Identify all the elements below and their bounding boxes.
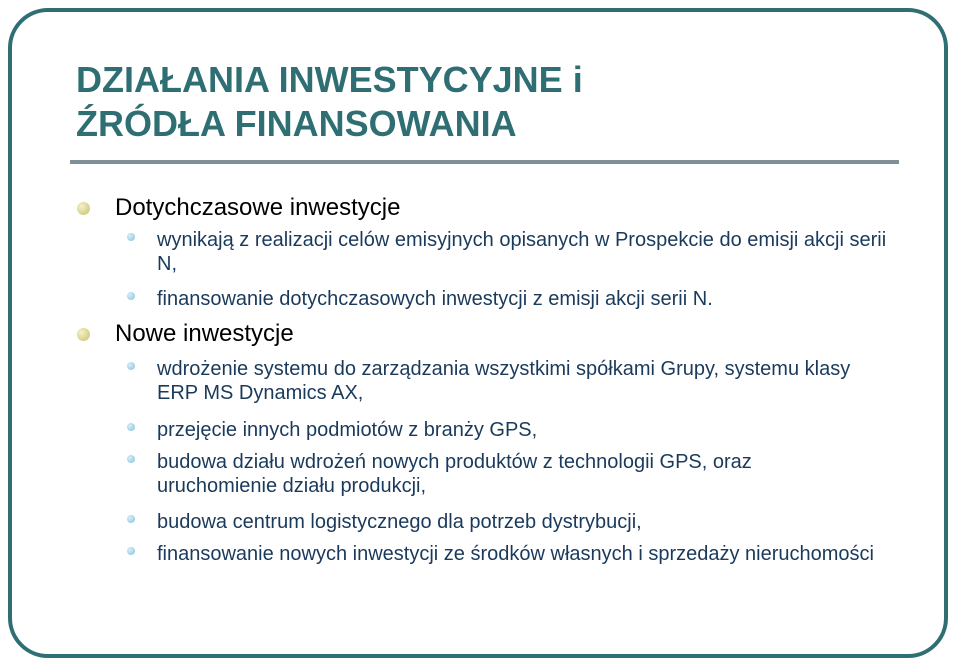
blue-dot-icon <box>127 233 135 241</box>
blue-dot-icon <box>127 515 135 523</box>
blue-dot-icon <box>127 423 135 431</box>
list-item <box>157 450 897 498</box>
slide-title-line-2: ŹRÓDŁA FINANSOWANIA <box>76 103 517 144</box>
blue-dot-icon <box>127 547 135 555</box>
list-item <box>157 357 897 405</box>
blue-dot-icon <box>127 455 135 463</box>
list-item <box>157 287 897 311</box>
blue-dot-icon <box>127 362 135 370</box>
list-item <box>157 228 897 276</box>
list-item-text: finansowanie nowych inwestycji ze środków własnych i sprzedaży nieruchomości <box>157 543 874 565</box>
list-item-text: finansowanie dotychczasowych inwestycji z emisji akcji serii N. <box>157 288 713 310</box>
section-heading-text: Nowe inwestycje <box>115 320 294 347</box>
list-item <box>157 418 897 442</box>
section-heading-existing-investments <box>115 194 400 222</box>
yellow-dot-icon <box>77 202 90 215</box>
list-item-text: przejęcie innych podmiotów z branży GPS, <box>157 419 538 441</box>
list-item-text: budowa działu wdrożeń nowych produktów z technologii GPS, oraz uruchomienie działu produkcji, <box>157 451 752 497</box>
slide-title-line-1: DZIAŁANIA INWESTYCYJNE i <box>76 59 583 100</box>
list-item-text: budowa centrum logistycznego dla potrzeb dystrybucji, <box>157 511 642 533</box>
yellow-dot-icon <box>77 328 90 341</box>
blue-dot-icon <box>127 292 135 300</box>
list-item <box>157 542 897 566</box>
list-item <box>157 510 897 534</box>
list-item-text: wdrożenie systemu do zarządzania wszystkimi spółkami Grupy, systemu klasy ERP MS Dynamics AX, <box>157 358 851 404</box>
section-heading-text: Dotychczasowe inwestycje <box>115 194 401 221</box>
section-heading-new-investments <box>115 320 294 348</box>
list-item-text: wynikają z realizacji celów emisyjnych opisanych w Prospekcie do emisji akcji serii N, <box>157 229 887 275</box>
